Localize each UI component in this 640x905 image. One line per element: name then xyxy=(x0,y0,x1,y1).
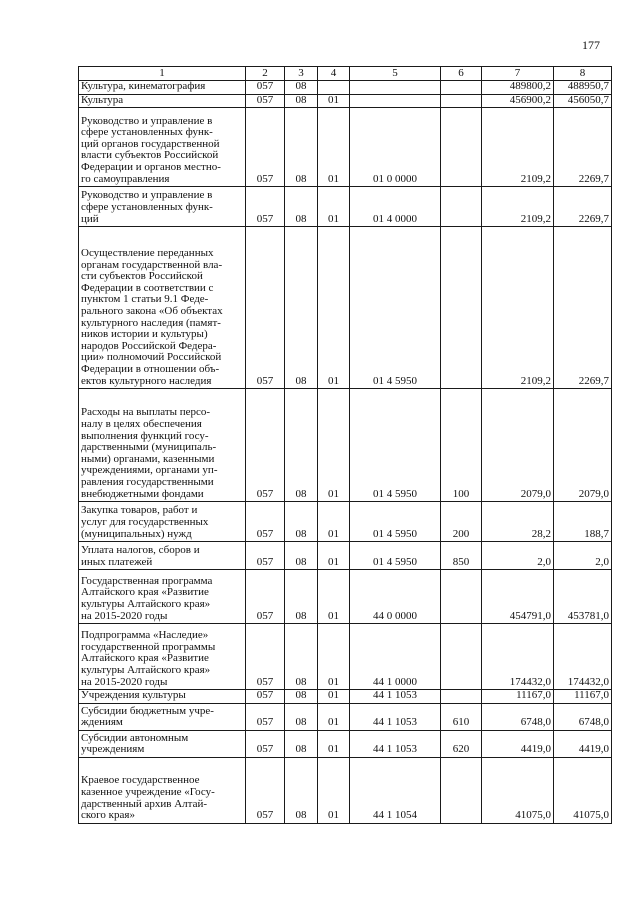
cell-amount-2: 188,7 xyxy=(554,502,612,542)
table-row xyxy=(79,389,612,502)
cell-amount-1: 456900,2 xyxy=(482,94,554,108)
cell-name: Руководство и управление в сфере установленных функ- ций xyxy=(79,187,246,227)
header-cell-section: 3 xyxy=(285,67,318,81)
cell-section-code: 08 xyxy=(285,570,318,624)
header-cell-amount-2: 8 xyxy=(554,67,612,81)
cell-amount-1: 6748,0 xyxy=(482,703,554,730)
cell-ministry-code: 057 xyxy=(246,502,285,542)
cell-amount-1: 2079,0 xyxy=(482,389,554,502)
cell-target-item-code: 44 0 0000 xyxy=(350,570,441,624)
cell-ministry-code: 057 xyxy=(246,730,285,757)
table-row xyxy=(79,757,612,823)
cell-amount-1: 2,0 xyxy=(482,542,554,570)
table-row xyxy=(79,624,612,690)
cell-target-item-code: 44 1 1053 xyxy=(350,690,441,704)
cell-amount-1: 454791,0 xyxy=(482,570,554,624)
cell-name: Культура, кинематография xyxy=(79,81,246,95)
cell-subsection-code: 01 xyxy=(318,227,350,389)
cell-name: Государственная программа Алтайского края «Развитие культуры Алтайского края» на 2015-2020 годы xyxy=(79,570,246,624)
cell-amount-2: 6748,0 xyxy=(554,703,612,730)
cell-ministry-code: 057 xyxy=(246,81,285,95)
cell-name: Осуществление переданных органам государственной вла- сти субъектов Российской Федерации в соответствии с пунктом 1 статьи 9.1 Феде- рального закона «Об объектах культурного наследия (памят- ников истории и культуры) народов Российской Федера- ции» полномочий Российской Федерации в отношении объ- ектов культурного наследия xyxy=(79,227,246,389)
cell-name: Субсидии бюджетным учре- ждениям xyxy=(79,703,246,730)
cell-expense-type-code xyxy=(441,187,482,227)
cell-section-code: 08 xyxy=(285,703,318,730)
cell-expense-type-code xyxy=(441,227,482,389)
cell-target-item-code: 01 0 0000 xyxy=(350,108,441,187)
cell-target-item-code: 01 4 5950 xyxy=(350,542,441,570)
cell-expense-type-code xyxy=(441,757,482,823)
cell-amount-1: 174432,0 xyxy=(482,624,554,690)
cell-name: Культура xyxy=(79,94,246,108)
cell-ministry-code: 057 xyxy=(246,703,285,730)
header-cell-name: 1 xyxy=(79,67,246,81)
table-row xyxy=(79,703,612,730)
cell-expense-type-code: 100 xyxy=(441,389,482,502)
cell-expense-type-code: 610 xyxy=(441,703,482,730)
cell-amount-2: 2269,7 xyxy=(554,187,612,227)
cell-amount-2: 456050,7 xyxy=(554,94,612,108)
table-row xyxy=(79,570,612,624)
cell-amount-1: 2109,2 xyxy=(482,227,554,389)
cell-amount-1: 489800,2 xyxy=(482,81,554,95)
cell-subsection-code xyxy=(318,81,350,95)
table-row xyxy=(79,690,612,704)
header-cell-expense-type: 6 xyxy=(441,67,482,81)
cell-ministry-code: 057 xyxy=(246,542,285,570)
cell-amount-2: 488950,7 xyxy=(554,81,612,95)
cell-subsection-code: 01 xyxy=(318,703,350,730)
header-cell-subsection: 4 xyxy=(318,67,350,81)
cell-ministry-code: 057 xyxy=(246,757,285,823)
cell-subsection-code: 01 xyxy=(318,502,350,542)
table-row xyxy=(79,108,612,187)
cell-amount-2: 2269,7 xyxy=(554,227,612,389)
cell-target-item-code: 44 1 1053 xyxy=(350,703,441,730)
cell-target-item-code: 44 1 0000 xyxy=(350,624,441,690)
table-row xyxy=(79,730,612,757)
cell-target-item-code xyxy=(350,94,441,108)
cell-name: Расходы на выплаты персо- налу в целях обеспечения выполнения функций госу- дарственными (муниципаль- ными) органами, казенными учреждениями, органами уп- равления государственными внебюджетными фондами xyxy=(79,389,246,502)
cell-target-item-code: 01 4 5950 xyxy=(350,502,441,542)
cell-target-item-code: 44 1 1053 xyxy=(350,730,441,757)
cell-expense-type-code: 200 xyxy=(441,502,482,542)
cell-name: Закупка товаров, работ и услуг для государственных (муниципальных) нужд xyxy=(79,502,246,542)
table-row xyxy=(79,81,612,95)
cell-subsection-code: 01 xyxy=(318,757,350,823)
cell-section-code: 08 xyxy=(285,389,318,502)
cell-amount-2: 11167,0 xyxy=(554,690,612,704)
cell-subsection-code: 01 xyxy=(318,690,350,704)
cell-expense-type-code: 620 xyxy=(441,730,482,757)
cell-ministry-code: 057 xyxy=(246,227,285,389)
cell-section-code: 08 xyxy=(285,108,318,187)
cell-subsection-code: 01 xyxy=(318,624,350,690)
cell-expense-type-code xyxy=(441,108,482,187)
cell-ministry-code: 057 xyxy=(246,624,285,690)
cell-section-code: 08 xyxy=(285,502,318,542)
cell-section-code: 08 xyxy=(285,81,318,95)
cell-subsection-code: 01 xyxy=(318,187,350,227)
table-row xyxy=(79,187,612,227)
header-cell-amount-1: 7 xyxy=(482,67,554,81)
cell-amount-1: 2109,2 xyxy=(482,108,554,187)
cell-section-code: 08 xyxy=(285,187,318,227)
cell-target-item-code: 01 4 0000 xyxy=(350,187,441,227)
cell-subsection-code: 01 xyxy=(318,108,350,187)
cell-target-item-code: 44 1 1054 xyxy=(350,757,441,823)
cell-ministry-code: 057 xyxy=(246,187,285,227)
cell-ministry-code: 057 xyxy=(246,108,285,187)
cell-expense-type-code: 850 xyxy=(441,542,482,570)
cell-subsection-code: 01 xyxy=(318,542,350,570)
cell-section-code: 08 xyxy=(285,690,318,704)
cell-name: Руководство и управление в сфере установленных функ- ций органов государственной власти субъектов Российской Федерации и органов местно- го самоуправления xyxy=(79,108,246,187)
cell-amount-2: 174432,0 xyxy=(554,624,612,690)
page-number: 177 xyxy=(582,38,600,52)
cell-expense-type-code xyxy=(441,624,482,690)
header-row xyxy=(79,67,612,81)
cell-target-item-code: 01 4 5950 xyxy=(350,389,441,502)
cell-amount-2: 453781,0 xyxy=(554,570,612,624)
cell-section-code: 08 xyxy=(285,227,318,389)
cell-subsection-code: 01 xyxy=(318,94,350,108)
cell-amount-2: 2,0 xyxy=(554,542,612,570)
cell-amount-1: 2109,2 xyxy=(482,187,554,227)
cell-amount-1: 28,2 xyxy=(482,502,554,542)
cell-amount-2: 2079,0 xyxy=(554,389,612,502)
cell-section-code: 08 xyxy=(285,624,318,690)
cell-subsection-code: 01 xyxy=(318,570,350,624)
cell-section-code: 08 xyxy=(285,730,318,757)
cell-expense-type-code xyxy=(441,94,482,108)
cell-amount-2: 4419,0 xyxy=(554,730,612,757)
cell-section-code: 08 xyxy=(285,542,318,570)
cell-expense-type-code xyxy=(441,570,482,624)
cell-amount-2: 41075,0 xyxy=(554,757,612,823)
cell-ministry-code: 057 xyxy=(246,570,285,624)
header-cell-target-item: 5 xyxy=(350,67,441,81)
table-row xyxy=(79,502,612,542)
cell-amount-1: 11167,0 xyxy=(482,690,554,704)
cell-subsection-code: 01 xyxy=(318,730,350,757)
cell-expense-type-code xyxy=(441,81,482,95)
cell-name: Краевое государственное казенное учреждение «Госу- дарственный архив Алтай- ского края» xyxy=(79,757,246,823)
cell-target-item-code: 01 4 5950 xyxy=(350,227,441,389)
cell-amount-2: 2269,7 xyxy=(554,108,612,187)
table-body xyxy=(79,81,612,824)
cell-ministry-code: 057 xyxy=(246,94,285,108)
table-row xyxy=(79,227,612,389)
cell-amount-1: 41075,0 xyxy=(482,757,554,823)
cell-name: Уплата налогов, сборов и иных платежей xyxy=(79,542,246,570)
cell-section-code: 08 xyxy=(285,94,318,108)
cell-target-item-code xyxy=(350,81,441,95)
header-cell-ministry: 2 xyxy=(246,67,285,81)
table-row xyxy=(79,542,612,570)
cell-expense-type-code xyxy=(441,690,482,704)
table-row xyxy=(79,94,612,108)
cell-subsection-code: 01 xyxy=(318,389,350,502)
cell-section-code: 08 xyxy=(285,757,318,823)
budget-table xyxy=(78,66,612,824)
cell-ministry-code: 057 xyxy=(246,389,285,502)
cell-amount-1: 4419,0 xyxy=(482,730,554,757)
cell-name: Субсидии автономным учреждениям xyxy=(79,730,246,757)
cell-ministry-code: 057 xyxy=(246,690,285,704)
cell-name: Подпрограмма «Наследие» государственной программы Алтайского края «Развитие культуры Алтайского края» на 2015-2020 годы xyxy=(79,624,246,690)
cell-name: Учреждения культуры xyxy=(79,690,246,704)
